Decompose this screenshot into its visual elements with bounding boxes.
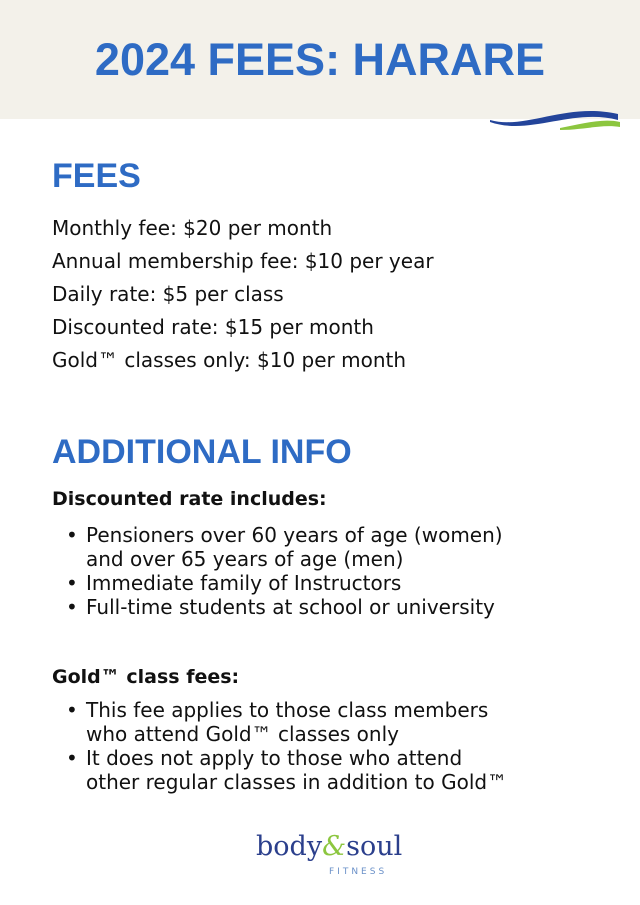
list-item-line: who attend Gold™ classes only	[86, 722, 399, 746]
bullet-icon: •	[66, 571, 78, 595]
discounted-rate-list	[66, 523, 503, 619]
page-title: 2024 FEES: HARARE	[94, 34, 546, 85]
brand-logo	[0, 830, 640, 890]
fee-item: Gold™ classes only: $10 per month	[52, 348, 407, 372]
list-item	[66, 523, 503, 571]
additional-info-heading: ADDITIONAL INFO	[52, 433, 352, 471]
list-item-line: It does not apply to those who attend	[86, 746, 463, 770]
fees-heading: FEES	[52, 157, 141, 195]
gold-class-fees-list	[66, 698, 507, 794]
fee-item: Monthly fee: $20 per month	[52, 216, 333, 240]
logo-word-body: body	[256, 831, 323, 862]
list-item	[66, 698, 507, 746]
fee-item: Annual membership fee: $10 per year	[52, 249, 434, 273]
list-item-line: and over 65 years of age (men)	[86, 547, 404, 571]
logo-ampersand: &	[322, 831, 347, 862]
list-item-line: Immediate family of Instructors	[86, 571, 402, 595]
bullet-icon: •	[66, 595, 78, 619]
header-band	[0, 0, 640, 119]
list-item-line: other regular classes in addition to Gold™	[86, 770, 508, 794]
list-item	[66, 595, 503, 619]
list-item	[66, 571, 503, 595]
swoosh-green-stroke	[560, 121, 620, 130]
fee-list	[52, 212, 434, 377]
logo-subtitle: FITNESS	[329, 867, 388, 877]
list-item-line: This fee applies to those class members	[86, 698, 489, 722]
swoosh-decoration	[486, 100, 622, 138]
list-item	[66, 746, 507, 794]
list-item-line: Full-time students at school or university	[86, 595, 495, 619]
bullet-icon: •	[66, 746, 78, 770]
discounted-rate-heading: Discounted rate includes:	[52, 488, 327, 510]
logo-wordmark	[256, 830, 402, 864]
fee-item: Daily rate: $5 per class	[52, 282, 284, 306]
bullet-icon: •	[66, 523, 78, 547]
bullet-icon: •	[66, 698, 78, 722]
logo-word-soul: soul	[346, 831, 403, 862]
list-item-line: Pensioners over 60 years of age (women)	[86, 523, 503, 547]
gold-class-fees-heading: Gold™ class fees:	[52, 666, 240, 688]
fee-item: Discounted rate: $15 per month	[52, 315, 374, 339]
